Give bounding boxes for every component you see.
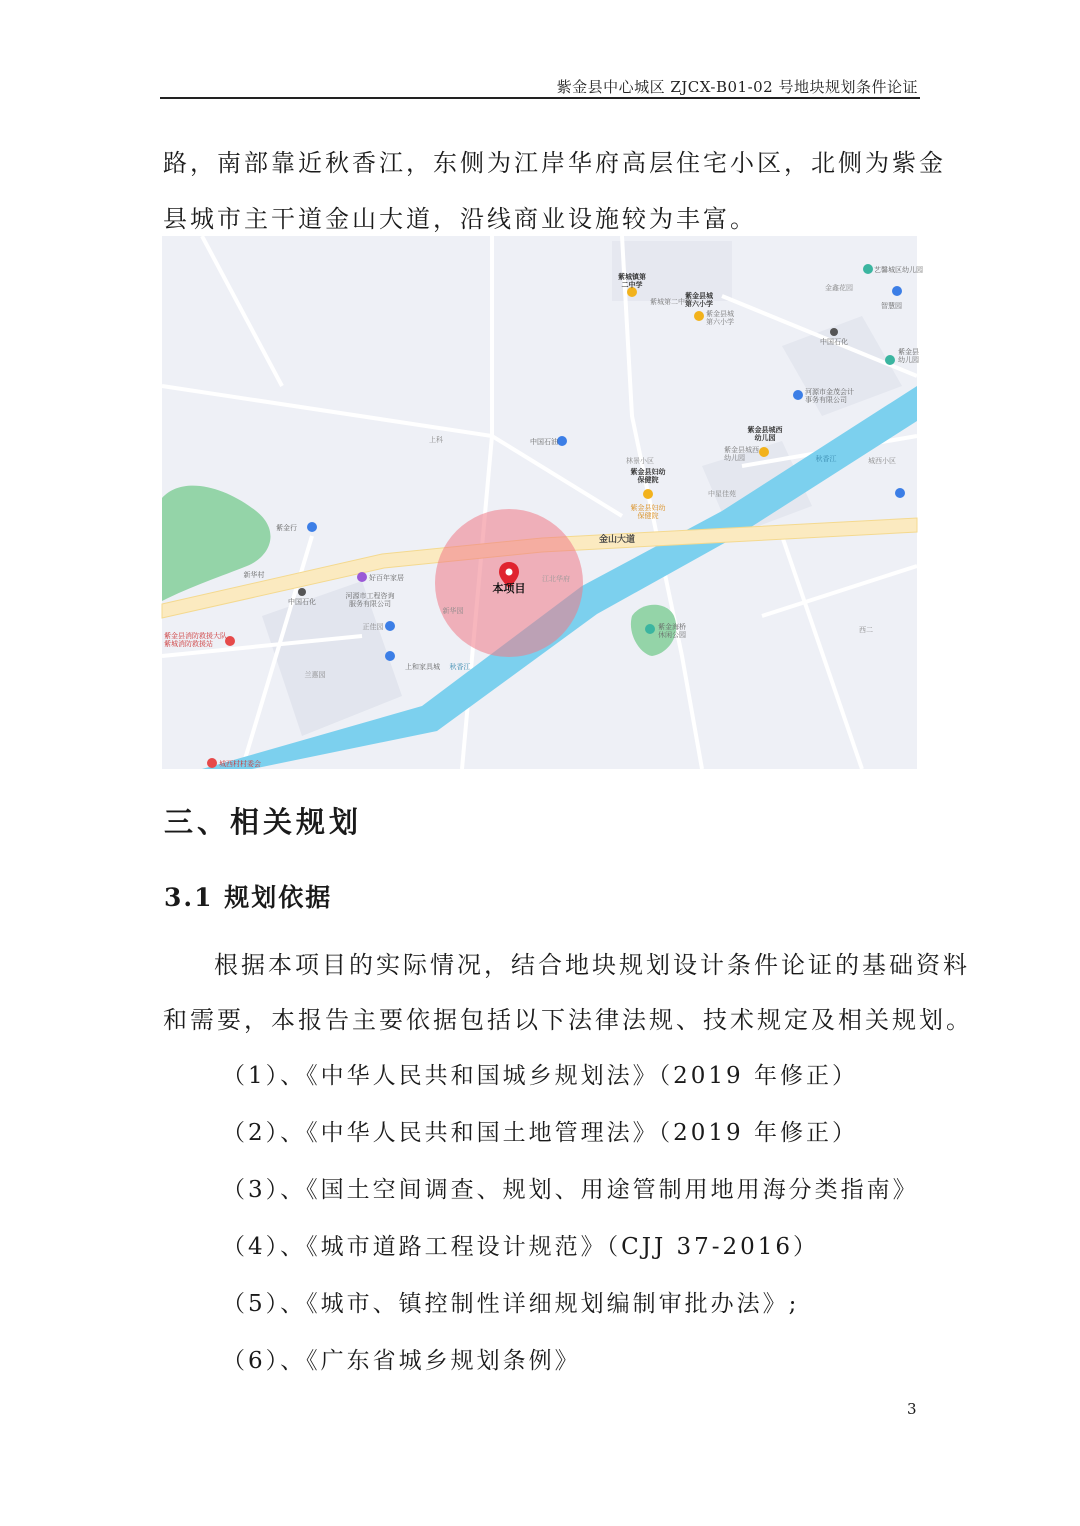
map-label: 紫金海桥休闲公园: [658, 623, 686, 639]
map-label: 河源市金茂会计事务有限公司: [805, 388, 854, 404]
reference-item: （3）、《国土空间调查、规划、用途管制用地用海分类指南》: [222, 1177, 919, 1203]
map-label: 紫金县妇幼保健院: [630, 468, 666, 484]
intro-line-1: 路，南部靠近秋香江，东侧为江岸华府高层住宅小区，北侧为紫金: [163, 149, 946, 177]
reference-item: （1）、《中华人民共和国城乡规划法》（2019 年修正）: [222, 1063, 858, 1089]
map-label: 上科: [429, 436, 443, 444]
map-label: 城西小区: [868, 457, 896, 465]
map-label: 艺馨城区幼儿园: [874, 266, 923, 274]
map-label: 紫金县妇幼保健院: [630, 504, 666, 520]
map-label: 秋香江: [449, 663, 471, 671]
map-label: 兰惠园: [304, 671, 326, 679]
map-label: 金鑫花园: [825, 284, 853, 292]
map-label: 新华村: [243, 571, 265, 579]
map-label: 好百年家居: [369, 574, 404, 582]
map-label: 中国石化: [288, 598, 316, 606]
page-number: 3: [907, 1400, 917, 1418]
running-header: 紫金县中心城区 ZJCX-B01-02 号地块规划条件论证: [556, 78, 918, 96]
basis-para-line-1: 根据本项目的实际情况，结合地块规划设计条件论证的基础资料: [214, 951, 970, 979]
map-label: 智慧园: [881, 302, 902, 310]
map-label: 上和家具城: [405, 663, 440, 671]
map-label: 紫金县城第六小学: [685, 292, 713, 308]
map-label: 江北华府: [542, 575, 570, 583]
reference-item: （5）、《城市、镇控制性详细规划编制审批办法》;: [222, 1291, 800, 1317]
map-label: 紫金县城西幼儿园: [724, 446, 759, 462]
map-label: 紫金县城第六小学: [706, 310, 734, 326]
section-heading: 三、相关规划: [164, 805, 363, 839]
map-label: 林景小区: [626, 457, 654, 465]
map-label: 紫城第二中学: [650, 298, 692, 306]
reference-item: （2）、《中华人民共和国土地管理法》（2019 年修正）: [222, 1120, 858, 1146]
map-label: 中星佳苑: [708, 490, 736, 498]
map-label: 正佳园: [362, 623, 384, 631]
location-map: [162, 236, 923, 769]
map-label: 新华园: [442, 607, 464, 615]
map-label: 中国石油: [530, 438, 558, 446]
map-label: 城西村村委会: [219, 760, 261, 768]
map-label: 中国石化: [820, 338, 848, 346]
map-label: 紫金县消防救援大队紫城消防救援站: [164, 632, 227, 648]
header-rule: [160, 97, 920, 99]
reference-item: （4）、《城市道路工程设计规范》（CJJ 37-2016）: [222, 1234, 820, 1260]
map-label: 紫金县城西幼儿园: [747, 426, 783, 442]
project-label: 本项目: [492, 582, 526, 595]
map-label: 紫金县幼儿园: [898, 348, 919, 364]
map-label: 紫金行: [276, 524, 297, 532]
map-label: 河源市工程咨询服务有限公司: [345, 592, 395, 608]
map-label: 紫城镇第二中学: [618, 273, 646, 289]
map-label: 秋香江: [815, 455, 837, 463]
intro-line-2: 县城市主干道金山大道，沿线商业设施较为丰富。: [163, 205, 757, 233]
map-label: 西二: [859, 626, 873, 634]
road-label: 金山大道: [598, 535, 636, 545]
reference-item: （6）、《广东省城乡规划条例》: [222, 1348, 581, 1374]
basis-para-line-2: 和需要，本报告主要依据包括以下法律法规、技术规定及相关规划。: [163, 1006, 973, 1034]
subsection-heading: 3.1 规划依据: [164, 883, 333, 912]
